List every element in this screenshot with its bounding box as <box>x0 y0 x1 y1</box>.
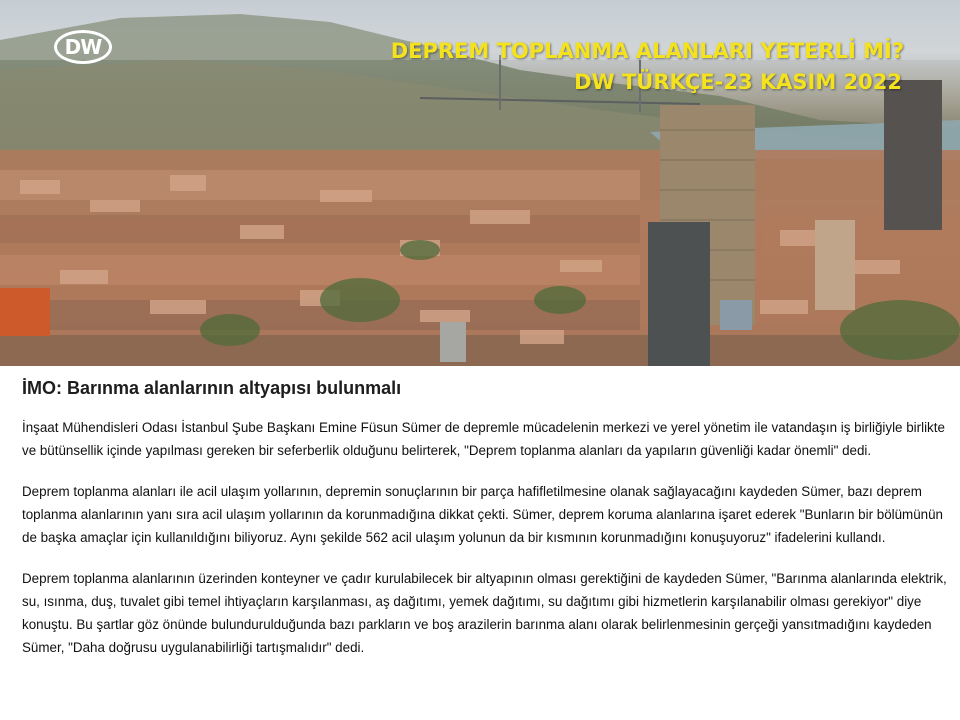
headline-title: DEPREM TOPLANMA ALANLARI YETERLİ Mİ? <box>390 39 904 63</box>
section-title: İMO: Barınma alanlarının altyapısı bulunmalı <box>22 378 402 398</box>
headline <box>391 36 904 98</box>
article-paragraph-3: Deprem toplanma alanlarının üzerinden konteyner ve çadır kurulabilecek bir altyapının olması gerektiğini de kaydeden Sümer, "Barınma alanlarında elektrik, su, ısınma, duş, tuvalet gibi temel ihtiyaçların karşılanması, aş dağıtımı, yemek dağıtımı, su dağıtımı gibi hizmetlerin karşılanabilir olması gerekiyor" diye konuştu. Bu şartlar göz önünde bulundurulduğunda bazı parkların ve boş arazilerin barınma alanı olarak belirlenmesinin gerçeği yansıtmadığını kaydeden Sümer, "Daha doğrusu uygulanabilirliği tartışmalıdır" dedi. <box>22 571 947 655</box>
article-paragraph-2: Deprem toplanma alanları ile acil ulaşım yollarının, depremin sonuçlarının bir parça hafifletilmesine olanak sağlayacağını kaydeden Sümer, bazı deprem toplanma alanlarının yanı sıra acil ulaşım yollarının da korunmadığına dikkat çekti. Sümer, deprem koruma alanlarına işaret ederek "Bunların bir bölümünün de başka amaçlar için kullanıldığını biliyoruz. Aynı şekilde 562 acil ulaşım yolunun da bir kısmının korunmadığını konuşuyoruz" ifadelerini kullandı. <box>22 484 944 545</box>
headline-date: DW TÜRKÇE-23 KASIM 2022 <box>574 70 902 94</box>
article-paragraph-1: İnşaat Mühendisleri Odası İstanbul Şube Başkanı Emine Füsun Sümer de depremle mücadelenin merkezi ve yerel yönetim ile vatandaşın iş birliğiyle birlikte ve bütünsellik içinde yapılması gereken bir seferberlik olduğunu belirterek, "Deprem toplanma alanları da yapıların güvenliği kadar önemli" dedi. <box>22 420 945 458</box>
dw-logo <box>54 30 112 64</box>
article-body <box>22 376 952 659</box>
dw-logo-text: DW <box>64 35 102 59</box>
